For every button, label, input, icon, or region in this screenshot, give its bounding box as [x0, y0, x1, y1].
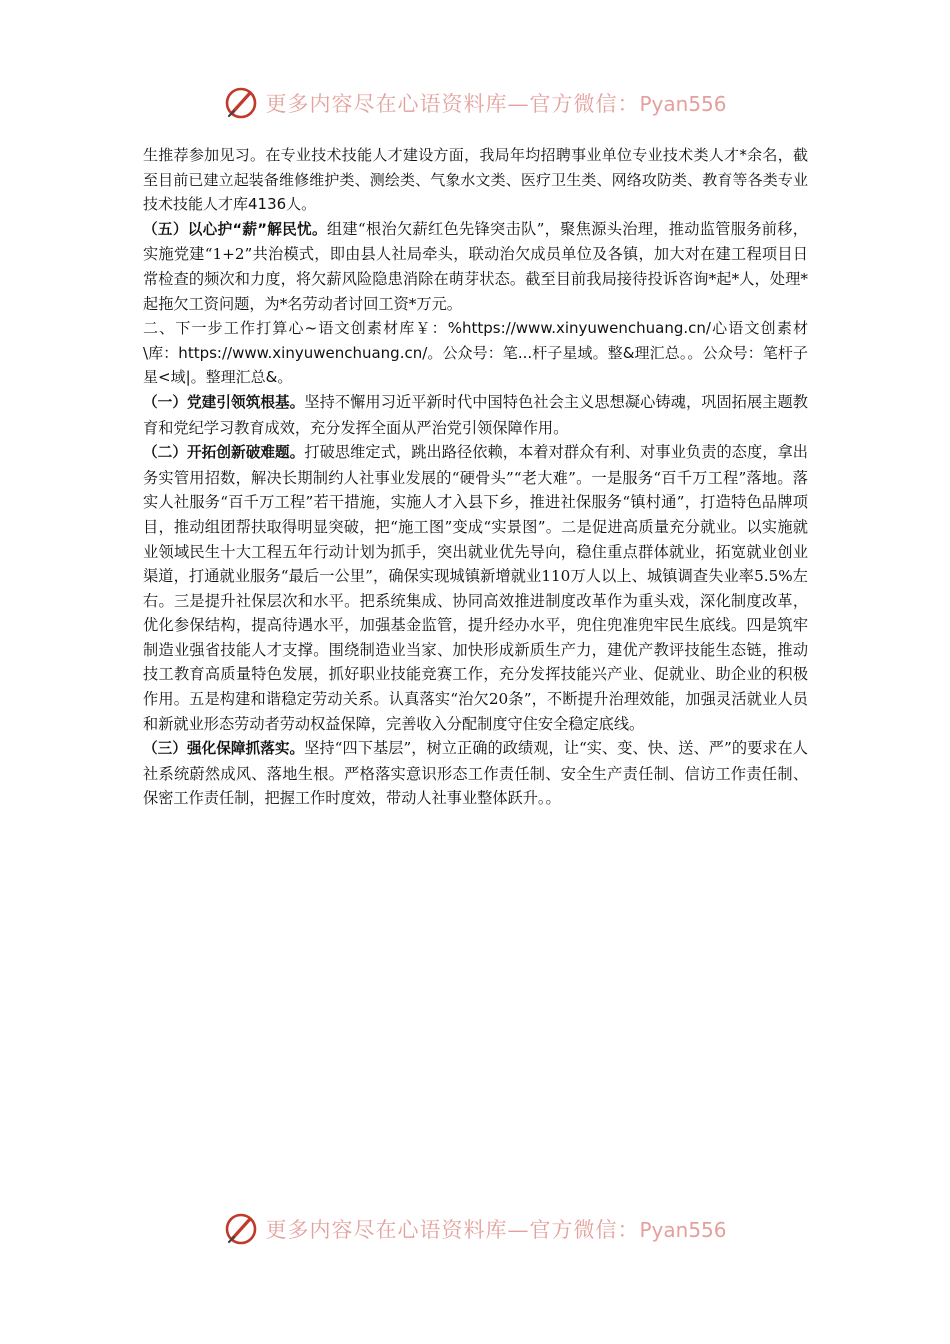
paragraph-intro: 生推荐参加见习。在专业技术技能人才建设方面，我局年均招聘事业单位专业技术类人才*余名，截至目前已建立起装备维修维护类、测绘类、气象水文类、医疗卫生类、网络攻防类、教育等各类专业技术技能人才库4136人。 [143, 146, 808, 214]
section-heading: （五）以心护“薪”解民忧。 [143, 220, 327, 238]
paragraph-next-steps: 二、下一步工作打算心~语文创素材库￥：%https://www.xinyuwenchuang.cn/心语文创素材\库：https://www.xinyuwenchuang.cn/。公众号：笔...杆子星域。整&理汇总。。公众号：笔杆子星<域|。整理汇总&。 [143, 319, 808, 387]
banner-text: 更多内容尽在心语资料库—官方微信：Pyan556 [265, 92, 727, 116]
item-text: 坚持不懈用习近平新时代中国特色社会主义思想凝心铸魂，巩固拓展主题教育和党纪学习教育成效，充分发挥全面从严治党引领保障作用。 [143, 392, 808, 437]
paragraph-item-2 [143, 440, 808, 736]
document-body [143, 143, 808, 811]
paragraph-section-5 [143, 217, 808, 316]
paragraph-item-3 [143, 736, 808, 811]
item-text: 打破思维定式，跳出路径依赖，本着对群众有利、对事业负责的态度，拿出务实管用招数，解决长期制约人社事业发展的“硬骨头”“老大难”。一是服务“百千万工程”落地。落实人社服务“百千万工程”若干措施，实施人才入县下乡，推进社保服务“镇村通”，打造特色品牌项目，推动组团帮扶取得明显突破，把“施工图”变成“实景图”。二是促进高质量充分就业。以实施就业领域民生十大工程五年行动计划为抓手，突出就业优先导向，稳住重点群体就业，拓宽就业创业渠道，打通就业服务“最后一公里”，确保实现城镇新增就业110万人以上、城镇调查失业率5.5%左右。三是提升社保层次和水平。把系统集成、协同高效推进制度改革作为重头戏，深化制度改革，优化参保结构，提高待遇水平，加强基金监管，提升经办水平，兜住兜准兜牢民生底线。四是筑牢制造业强省技能人才支撑。围绕制造业当家、加快形成新质生产力，建优产教评技能生态链，推动技工教育高质量特色发展，抓好职业技能竞赛工作，充分发挥技能兴产业、促就业、助企业的积极作用。五是构建和谐稳定劳动关系。认真落实“治欠20条”，不断提升治理效能，加强灵活就业人员和新就业形态劳动者劳动权益保障，完善收入分配制度守住安全稳定底线。 [143, 443, 808, 733]
paragraph-item-1 [143, 390, 808, 440]
pen-in-circle-logo-icon [223, 1211, 259, 1247]
banner-text: 更多内容尽在心语资料库—官方微信：Pyan556 [265, 1218, 727, 1242]
wechat-id: Pyan556 [639, 1218, 727, 1242]
item-heading: （一）党建引领筑根基。 [143, 393, 305, 411]
pen-in-circle-logo-icon [223, 85, 259, 121]
footer-banner [0, 1207, 950, 1251]
header-banner [0, 81, 950, 125]
section-text: 组建“根治欠薪红色先锋突击队”，聚焦源头治理，推动监管服务前移，实施党建“1+2”共治模式，即由县人社局牵头，联动治欠成员单位及各镇，加大对在建工程项目日常检查的频次和力度，将欠薪风险隐患消除在萌芽状态。截至目前我局接待投诉咨询*起*人，处理*起拖欠工资问题，为*名劳动者讨回工资*万元。 [143, 219, 808, 313]
wechat-id: Pyan556 [639, 92, 727, 116]
item-heading: （三）强化保障抓落实。 [143, 740, 305, 758]
item-text: 坚持“四下基层”，树立正确的政绩观，让“实、变、快、送、严”的要求在人社系统蔚然成风、落地生根。严格落实意识形态工作责任制、安全生产责任制、信访工作责任制、保密工作责任制，把握工作时度效，带动人社事业整体跃升。。 [143, 739, 808, 808]
item-heading: （二）开拓创新破难题。 [143, 444, 305, 462]
